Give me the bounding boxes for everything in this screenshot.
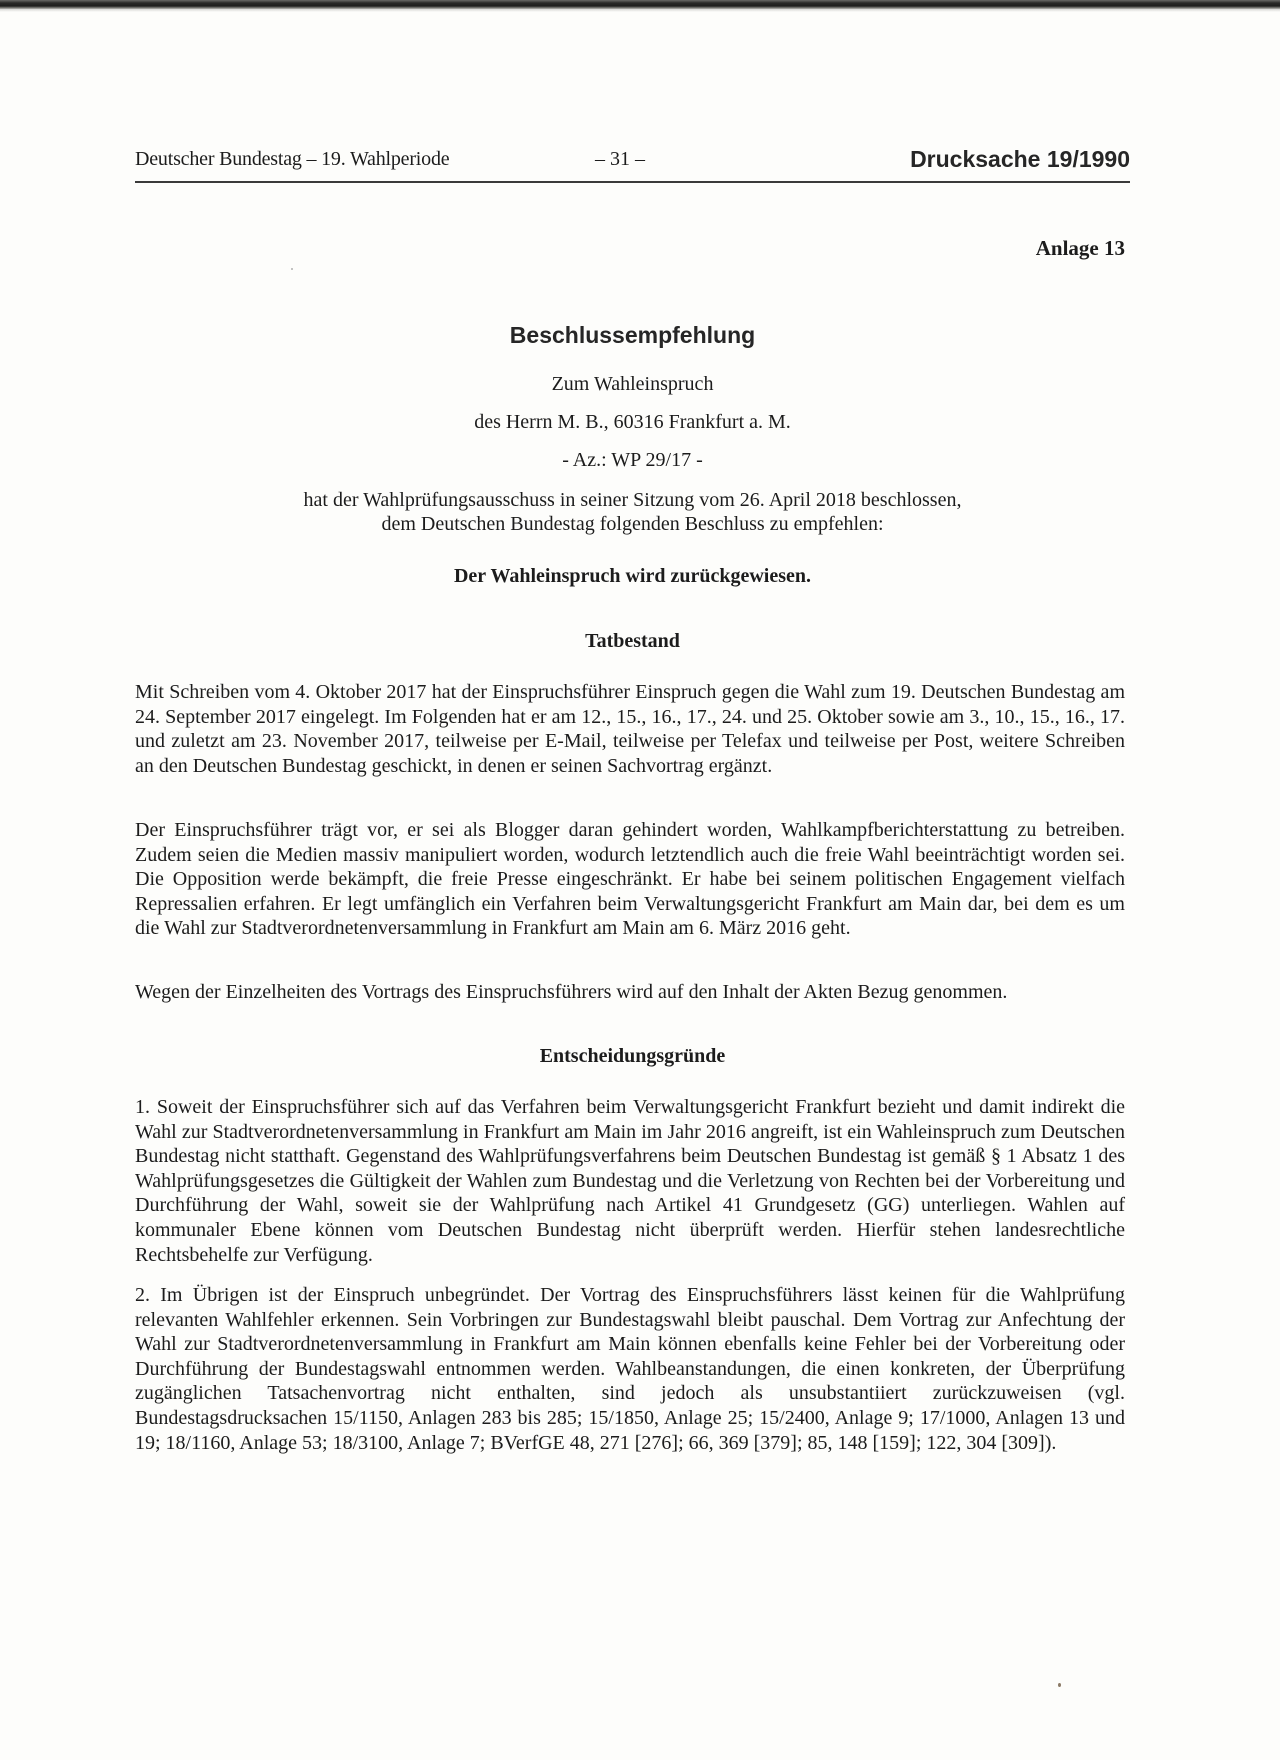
page-header [135, 148, 1130, 180]
tatbestand-paragraph: Wegen der Einzelheiten des Vortrags des Einspruchsführers wird auf den Inhalt der Akten Bezug genommen. [135, 981, 1008, 1003]
header-rule [135, 181, 1130, 183]
entscheidungsgruende-paragraph: 2. Im Übrigen ist der Einspruch unbegründet. Der Vortrag des Einspruchsführers lässt keinen für die Wahlprüfung relevanten Wahlfehler erkennen. Sein Vorbringen zur Bundestagswahl bleibt pauschal. Dem Vortrag zur Anfechtung der Wahl zur Stadtverordnetenversammlung in Frankfurt am Main können ebenfalls keine Fehler bei der Vorbereitung oder Durchführung der Bundestagswahl entnommen werden. Wahlbeanstandungen, die einen konkreten, der Überprüfung zugänglichen Tatsachenvortrag nicht enthalten, sind jedoch als unsubstantiiert zurückzuweisen (vgl. Bundestagsdrucksachen 15/1150, Anlagen 283 bis 285; 15/1850, Anlage 25; 15/2400, Anlage 9; 17/1000, Anlagen 13 und 19; 18/1160, Anlage 53; 18/3100, Anlage 7; BVerfGE 48, 271 [276]; 66, 369 [379]; 85, 148 [159]; 122, 304 [309]). [135, 1284, 1125, 1454]
header-publisher: Deutscher Bundestag – 19. Wahlperiode [135, 148, 450, 170]
section-heading-entscheidungsgruende: Entscheidungsgründe [539, 1045, 726, 1067]
scan-edge-top [0, 0, 1280, 9]
header-drucksache: Drucksache 19/1990 [910, 146, 1130, 172]
entscheidungsgruende-paragraph: 1. Soweit der Einspruchsführer sich auf das Verfahren beim Verwaltungsgericht Frankfurt bezieht und damit indirekt die Wahl zur Stadtverordnetenversammlung in Frankfurt am Main im Jahr 2016 angreift, ist ein Wahleinspruch zum Deutschen Bundestag nicht statthaft. Gegenstand des Wahlprüfungsverfahrens beim Deutschen Bundestag ist gemäß § 1 Absatz 1 des Wahlprüfungsgesetzes die Gültigkeit der Wahlen zum Bundestag und die Verletzung von Rechten bei der Vorbereitung und Durchführung der Wahl, soweit sie der Wahlprüfung nach Artikel 41 Grundgesetz (GG) unterliegen. Wahlen auf kommunaler Ebene können vom Deutschen Bundestag nicht überprüft werden. Hierfür stehen landesrechtliche Rechtsbehelfe zur Verfügung. [135, 1096, 1125, 1266]
intro-line-5: dem Deutschen Bundestag folgenden Beschluss zu empfehlen: [381, 513, 884, 535]
anlage-label: Anlage 13 [1035, 236, 1125, 260]
intro-line-1: Zum Wahleinspruch [551, 373, 714, 395]
tatbestand-paragraph: Der Einspruchsführer trägt vor, er sei als Blogger daran gehindert worden, Wahlkampfberichterstattung zu betreiben. Zudem seien die Medien massiv manipuliert worden, wodurch letztendlich auch die freie Wahl beeinträchtigt worden sei. Die Opposition werde bekämpft, die freie Presse eingeschränkt. Er habe bei seinem politischen Engagement vielfach Repressalien erfahren. Er legt umfänglich ein Verfahren beim Verwaltungsgericht Frankfurt am Main dar, bei dem es um die Wahl zur Stadtverordnetenversammlung in Frankfurt am Main am 6. März 2016 geht. [135, 819, 1125, 940]
scan-speck [291, 268, 293, 270]
scan-speck [1058, 1683, 1061, 1687]
verdict: Der Wahleinspruch wird zurückgewiesen. [453, 565, 812, 587]
header-page-number: – 31 – [595, 148, 645, 170]
tatbestand-paragraph: Mit Schreiben vom 4. Oktober 2017 hat der Einspruchsführer Einspruch gegen die Wahl zum 19. Deutschen Bundestag am 24. September 2017 eingelegt. Im Folgenden hat er am 12., 15., 16., 17., 24. und 25. Oktober sowie am 3., 10., 15., 16., 17. und zuletzt am 23. November 2017, teilweise per E-Mail, teilweise per Telefax und teilweise per Post, weitere Schreiben an den Deutschen Bundestag geschickt, in denen er seinen Sachvortrag ergänzt. [135, 681, 1125, 777]
section-heading-tatbestand: Tatbestand [585, 630, 680, 652]
intro-line-4: hat der Wahlprüfungsausschuss in seiner Sitzung vom 26. April 2018 beschlossen, [303, 489, 962, 511]
intro-line-2: des Herrn M. B., 60316 Frankfurt a. M. [474, 411, 791, 433]
scan-edge-shadow [0, 9, 1280, 12]
intro-case-number: - Az.: WP 29/17 - [562, 449, 703, 471]
document-title: Beschlussempfehlung [509, 322, 756, 348]
intro-resolution [135, 488, 1130, 536]
